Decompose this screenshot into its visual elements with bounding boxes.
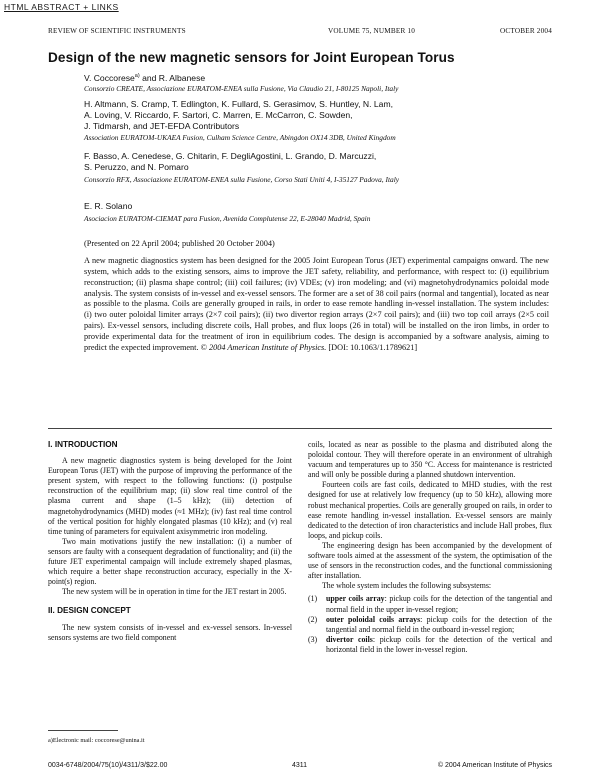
footer-copyright: © 2004 American Institute of Physics (437, 762, 552, 769)
presented-date: (Presented on 22 April 2004; published 20 October 2004) (84, 239, 275, 248)
volume-number: VOLUME 75, NUMBER 10 (328, 27, 416, 35)
paper-title: Design of the new magnetic sensors for Joint European Torus (48, 50, 455, 65)
paragraph: Fourteen coils are fast coils, dedicated to MHD studies, with the rest designed for use at relatively low frequency (up to 50 kHz), allowing more robust mechanical properties. Coils are generally grouped on rails, in order to ease remote handling in-vessel installation. Ex-vessel sensors are mainly dedicated to the detection of iron characteristics and include Hall probes, flux loops, and pickup coils. (308, 480, 552, 540)
list-item: (3) divertor coils: pickup coils for the detection of the vertical and horizontal field in the lower in-vessel region. (308, 634, 552, 654)
paragraph: The new system will be in operation in time for the JET restart in 2005. (62, 587, 287, 597)
author-line: A. Loving, V. Riccardo, F. Sartori, C. Marren, E. McCarron, C. Sowden, (84, 110, 353, 120)
author-line: H. Altmann, S. Cramp, T. Edlington, K. Fullard, S. Gerasimov, S. Huntley, N. Lam, (84, 99, 394, 109)
author-line: S. Peruzzo, and N. Pomaro (84, 162, 189, 172)
author-line: E. R. Solano (84, 201, 133, 211)
footnote: a)Electronic mail: coccorese@unina.it (48, 737, 145, 744)
paragraph: A new magnetic diagnostics system is being developed for the Joint European Torus (JET) with the purpose of improving the performance of the present system, with respect to the following functions: (i) postpulse reconstruction of the equilibrium map; (ii) slow real time control of the plasma current and shape (1–5 kHz); (iii) detection of magnetohydrodynamics (MHD) modes (≈1 MHz); (iv) fast real time control of the vertical position for highly elongated plasmas (10 kHz); and (v) real time tuning of parameters for equivalent axisymmetric iron modeling. (48, 456, 292, 536)
subsystem-list (308, 594, 552, 655)
abstract-links-link[interactable]: HTML ABSTRACT + LINKS (4, 2, 119, 12)
paragraph: Two main motivations justify the new installation: (i) a number of sensors are faulty with a consequent degradation of functionality; and (ii) the future JET experimental campaign will include extremely shaped plasmas, which require a better shape reconstruction accuracy, especially in the X-point(s) region. (48, 536, 292, 587)
paragraph: The new system consists of in-vessel and ex-vessel sensors. In-vessel sensors systems are two field component (48, 622, 292, 642)
section-heading-design-concept: II. DESIGN CONCEPT (48, 606, 131, 616)
right-column (308, 440, 552, 655)
affiliation-ukaea: Association EURATOM-UKAEA Fusion, Culham Science Centre, Abingdon OX14 3DB, United Kingdom (84, 133, 396, 142)
footnote-rule (48, 730, 118, 731)
section-divider (48, 428, 552, 429)
author-line: J. Tidmarsh, and JET-EFDA Contributors (84, 121, 240, 131)
affiliation-create: Consorzio CREATE, Associazione EURATOM-ENEA sulla Fusione, Via Claudio 21, I-80125 Napoli, Italy (84, 84, 399, 93)
list-item: (2) outer poloidal coils arrays: pickup coils for the detection of the tangential and normal field in the outboard in-vessel region; (308, 614, 552, 634)
page-number: 4311 (292, 762, 308, 769)
abstract-copyright: © 2004 American Institute of Physics. (200, 342, 327, 352)
footer-issn: 0034-6748/2004/75(10)/4311/3/$22.00 (48, 762, 168, 769)
paragraph: The whole system includes the following subsystems: (322, 581, 492, 591)
affiliation-rfx: Consorzio RFX, Associazione EURATOM-ENEA sulla Fusione, Corso Stati Uniti 4, I-35127 Padova, Italy (84, 175, 400, 184)
paragraph: The engineering design has been accompanied by the development of software tools aimed at the assessment of the system, the optimisation of the use of sensors in the reconstruction codes, and the functional commissioning after installation. (308, 540, 552, 581)
affiliation-ciemat: Asociacion EURATOM-CIEMAT para Fusion, Avenida Complutense 22, E-28040 Madrid, Spain (84, 214, 371, 223)
issue-date: OCTOBER 2004 (500, 27, 552, 35)
author-line: F. Basso, A. Cenedese, G. Chitarin, F. DegliAgostini, L. Grando, D. Marcuzzi, (84, 151, 377, 161)
paragraph: coils, located as near as possible to the plasma and distributed along the poloidal contour. They will therefore operate in an environment of ultrahigh vacuum and temperatures up to 350 °C. Access for maintenance is restricted and will only be possible during a planned shutdown intervention. (308, 440, 552, 480)
list-item: (1) upper coils array: pickup coils for the detection of the tangential and normal field in the upper in-vessel region; (308, 594, 552, 614)
left-column (48, 440, 292, 643)
author-line: V. Coccorese$^{a)}$ and R. Albanese (84, 72, 206, 83)
section-heading-introduction: I. INTRODUCTION (48, 440, 118, 449)
doi[interactable]: [DOI: 10.1063/1.1789621] (328, 342, 418, 352)
abstract: A new magnetic diagnostics system has been designed for the 2005 Joint European Torus (JET) experimental campaigns onward. The new system, which adds to the existing sensors, aims to improve the JET safety, reliability, and performance, with respect to: (i) equilibrium reconstruction; (ii) plasma shape control; (iii) coil failures; (iv) VDEs; (v) iron modeling; and (vi) magnetohydrodynamics poloidal mode analysis. The system consists of in-vessel and ex-vessel sensors. The former are a set of 38 coil pairs (normal and tangential), located as near as possible to the plasma. Coils are generally grouped in rails, in order to ease remote handling in-vessel installation. The system includes: (i) two outer poloidal limiter arrays (2×7 coil pairs); (ii) two divertor region arrays (2×7 coil pairs); and (iii) two top coil arrays (2×5 coil pairs). Ex-vessel sensors, including discrete coils, Hall probes, and flux loops (26 in total) will be installed on the iron limbs, in order to provide experimental data for the treatment of iron in equilibrium codes. The design is accompanied by a software analysis, aiming to predict the expected improvement. © 2004 American Institute of Physics. [DOI: 10.1063/1.1789621] (84, 256, 549, 352)
journal-name: REVIEW OF SCIENTIFIC INSTRUMENTS (48, 27, 186, 35)
